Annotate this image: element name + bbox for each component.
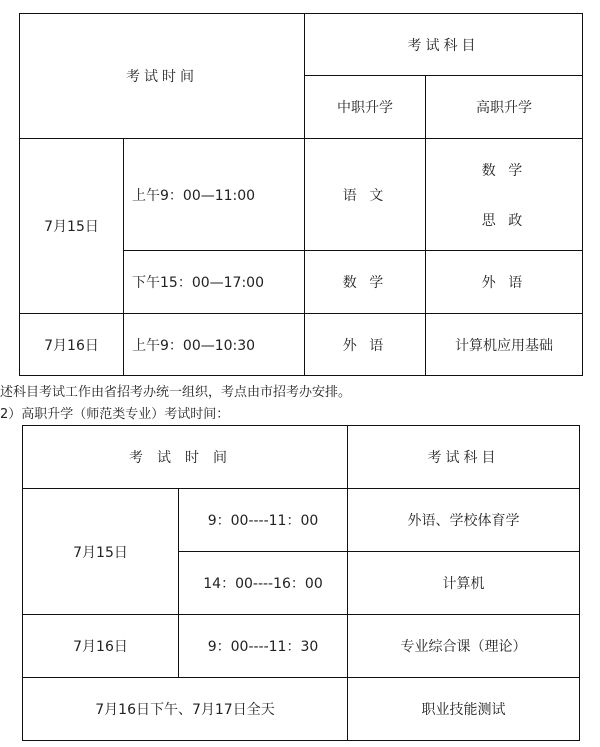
date-cell: 7月16日 bbox=[20, 314, 124, 376]
time-cell: 上午9：00—10:30 bbox=[124, 314, 305, 376]
time-cell: 9：00----11：00 bbox=[179, 489, 348, 552]
date-cell: 7月15日 bbox=[23, 489, 179, 615]
subject-math: 数 学 bbox=[481, 162, 527, 179]
header-exam-subjects: 考试科目 bbox=[348, 426, 580, 489]
subject-cell: 计算机 bbox=[348, 552, 580, 615]
subject-cell: 职业技能测试 bbox=[348, 678, 580, 741]
zhongzhi-subject-cell: 数 学 bbox=[305, 251, 426, 314]
exam-schedule-table-1 bbox=[19, 13, 583, 376]
header-exam-time: 考试时间 bbox=[20, 14, 305, 139]
header-exam-time: 考试时间 bbox=[23, 426, 348, 489]
header-exam-subjects: 考试科目 bbox=[305, 14, 583, 76]
note-organization: 述科目考试工作由省招考办统一组织，考点由市招考办安排。 bbox=[0, 385, 352, 400]
date-cell: 7月15日 bbox=[20, 139, 124, 314]
time-cell: 上午9：00—11:00 bbox=[124, 139, 305, 251]
zhongzhi-subject-cell: 外 语 bbox=[305, 314, 426, 376]
time-cell: 下午15：00—17:00 bbox=[124, 251, 305, 314]
gaozhi-subject-cell: 外 语 bbox=[426, 251, 583, 314]
subject-cell: 外语、学校体育学 bbox=[348, 489, 580, 552]
time-cell: 9：00----11：30 bbox=[179, 615, 348, 678]
date-span-cell: 7月16日下午、7月17日全天 bbox=[23, 678, 348, 741]
subject-cell: 专业综合课（理论） bbox=[348, 615, 580, 678]
time-cell: 14：00----16：00 bbox=[179, 552, 348, 615]
gaozhi-subject-cell bbox=[426, 139, 583, 251]
zhongzhi-subject-cell: 语 文 bbox=[305, 139, 426, 251]
date-cell: 7月16日 bbox=[23, 615, 179, 678]
subject-politics: 思 政 bbox=[481, 212, 527, 229]
note-section-title: 2）高职升学（师范类专业）考试时间： bbox=[0, 407, 230, 422]
header-zhongzhi: 中职升学 bbox=[305, 76, 426, 139]
gaozhi-subject-cell: 计算机应用基础 bbox=[426, 314, 583, 376]
header-gaozhi: 高职升学 bbox=[426, 76, 583, 139]
exam-schedule-table-2 bbox=[22, 425, 580, 741]
